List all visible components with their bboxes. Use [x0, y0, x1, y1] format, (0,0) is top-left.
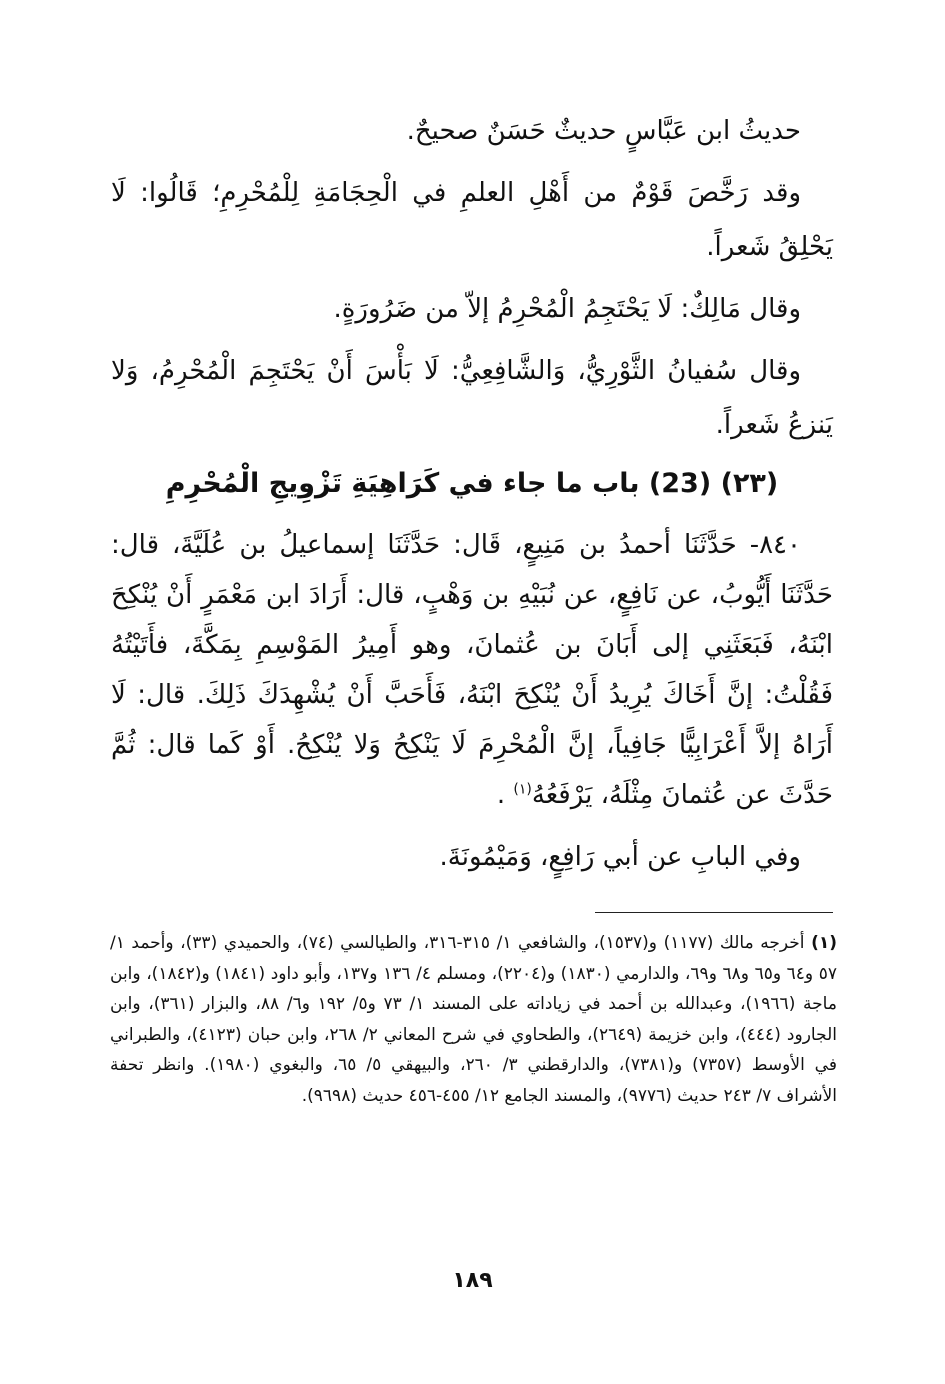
hadith-text: ٨٤٠- حَدَّثَنَا أحمدُ بن مَنِيعٍ، قَال: حَدَّثَنَا إسماعيلُ بن عُلَيَّةَ، قال: حَدَّثَنَا أَيُّوبُ، عن نَافِعٍ، عن نُبَيْهِ بن وَهْبٍ، قال: أَرَادَ ابن مَعْمَرٍ أَنْ يُنْكِحَ ابْنَهُ، فَبَعَثَنِي إلى أَبَانَ بن عُثمانَ، وهو أَمِيرُ المَوْسِمِ بِمَكَّةَ، فأَتَيْتُهُ فَقُلْتُ: إنَّ أَخَاكَ يُرِيدُ أَنْ يُنْكِحَ ابْنَهُ، فَأَحَبَّ أَنْ يُشْهِدَكَ ذَلِكَ. قال: لَا أَرَاهُ إلاَّ أَعْرَابِيًّا جَافِياً، إنَّ الْمُحْرِمَ لَا يَنْكِحُ وَلا يُنْكِحُ. أَوْ كَما قال: ثُمَّ حَدَّثَ عن عُثمانَ مِثْلَهُ، يَرْفَعُهُ — [111, 530, 833, 810]
paragraph-thawri-shafii-opinion: وقال سُفيانُ الثَّوْرِيُّ، وَالشَّافِعِيُّ: لَا بَأْسَ أَنْ يَحْتَجِمَ الْمُحْرِمُ، وَلا يَنزعُ شَعراً. — [111, 356, 833, 440]
footnote-separator — [595, 912, 833, 913]
chapter-heading: (٢٣) (23) باب ما جاء في كَرَاهِيَةِ تَزْوِيجِ الْمُحْرِمِ — [165, 468, 779, 499]
footnote-marker[interactable]: (١) — [513, 781, 532, 798]
hadith-end: . — [496, 780, 514, 810]
paragraph-also-in-chapter: وفي البابِ عن أبي رَافِعٍ، وَمَيْمُونَةَ. — [439, 842, 801, 872]
hadith-840 — [111, 520, 833, 820]
footnotes — [110, 928, 837, 1111]
page-number: ١٨٩ — [452, 1268, 493, 1293]
paragraph-malik-opinion: وقال مَالِكٌ: لَا يَحْتَجِمُ الْمُحْرِمُ إلاّ من ضَرُورَةٍ. — [333, 294, 801, 324]
paragraph-scholars-permission: وقد رَخَّصَ قَوْمٌ من أَهْلِ العلمِ في الْحِجَامَةِ لِلْمُحْرِمِ؛ قَالُوا: لَا يَحْلِقُ شَعراً. — [111, 178, 833, 262]
footnote-number: (١) — [811, 933, 838, 953]
main-text — [111, 104, 833, 884]
footnote-1 — [110, 928, 837, 1111]
paragraph-hadith-grade: حديثُ ابن عَبَّاسٍ حديثٌ حَسَنٌ صحيحٌ. — [406, 116, 801, 146]
footnote-text: أخرجه مالك (١١٧٧) و(١٥٣٧)، والشافعي ١/ ٣١٥-٣١٦، والطيالسي (٧٤)، والحميدي (٣٣)، وأحمد ١/ ٥٧ و٦٤ و٦٥ و٦٨ و٦٩، والدارمي (١٨٣٠) و(٢٢٠٤)، ومسلم ٤/ ١٣٦ و١٣٧، وأبو داود (١٨٤١) و(١٨٤٢)، وابن ماجة (١٩٦٦)، وعبدالله بن أحمد في زياداته على المسند ١/ ٧٣ و٥/ ١٩٢ و٦/ ٨٨، والبزار (٣٦١)، وابن الجارود (٤٤٤)، وابن خزيمة (٢٦٤٩)، والطحاوي في شرح المعاني ٢/ ٢٦٨، وابن حبان (٤١٢٣)، والطبراني في الأوسط (٧٣٥٧) و(٧٣٨١)، والدارقطني ٣/ ٢٦٠، والبيهقي ٥/ ٦٥، والبغوي (١٩٨٠). وانظر تحفة الأشراف ٧/ ٢٤٣ حديث (٩٧٧٦)، والمسند الجامع ١٢/ ٤٥٥-٤٥٦ حديث (٩٦٩٨). — [110, 933, 837, 1106]
